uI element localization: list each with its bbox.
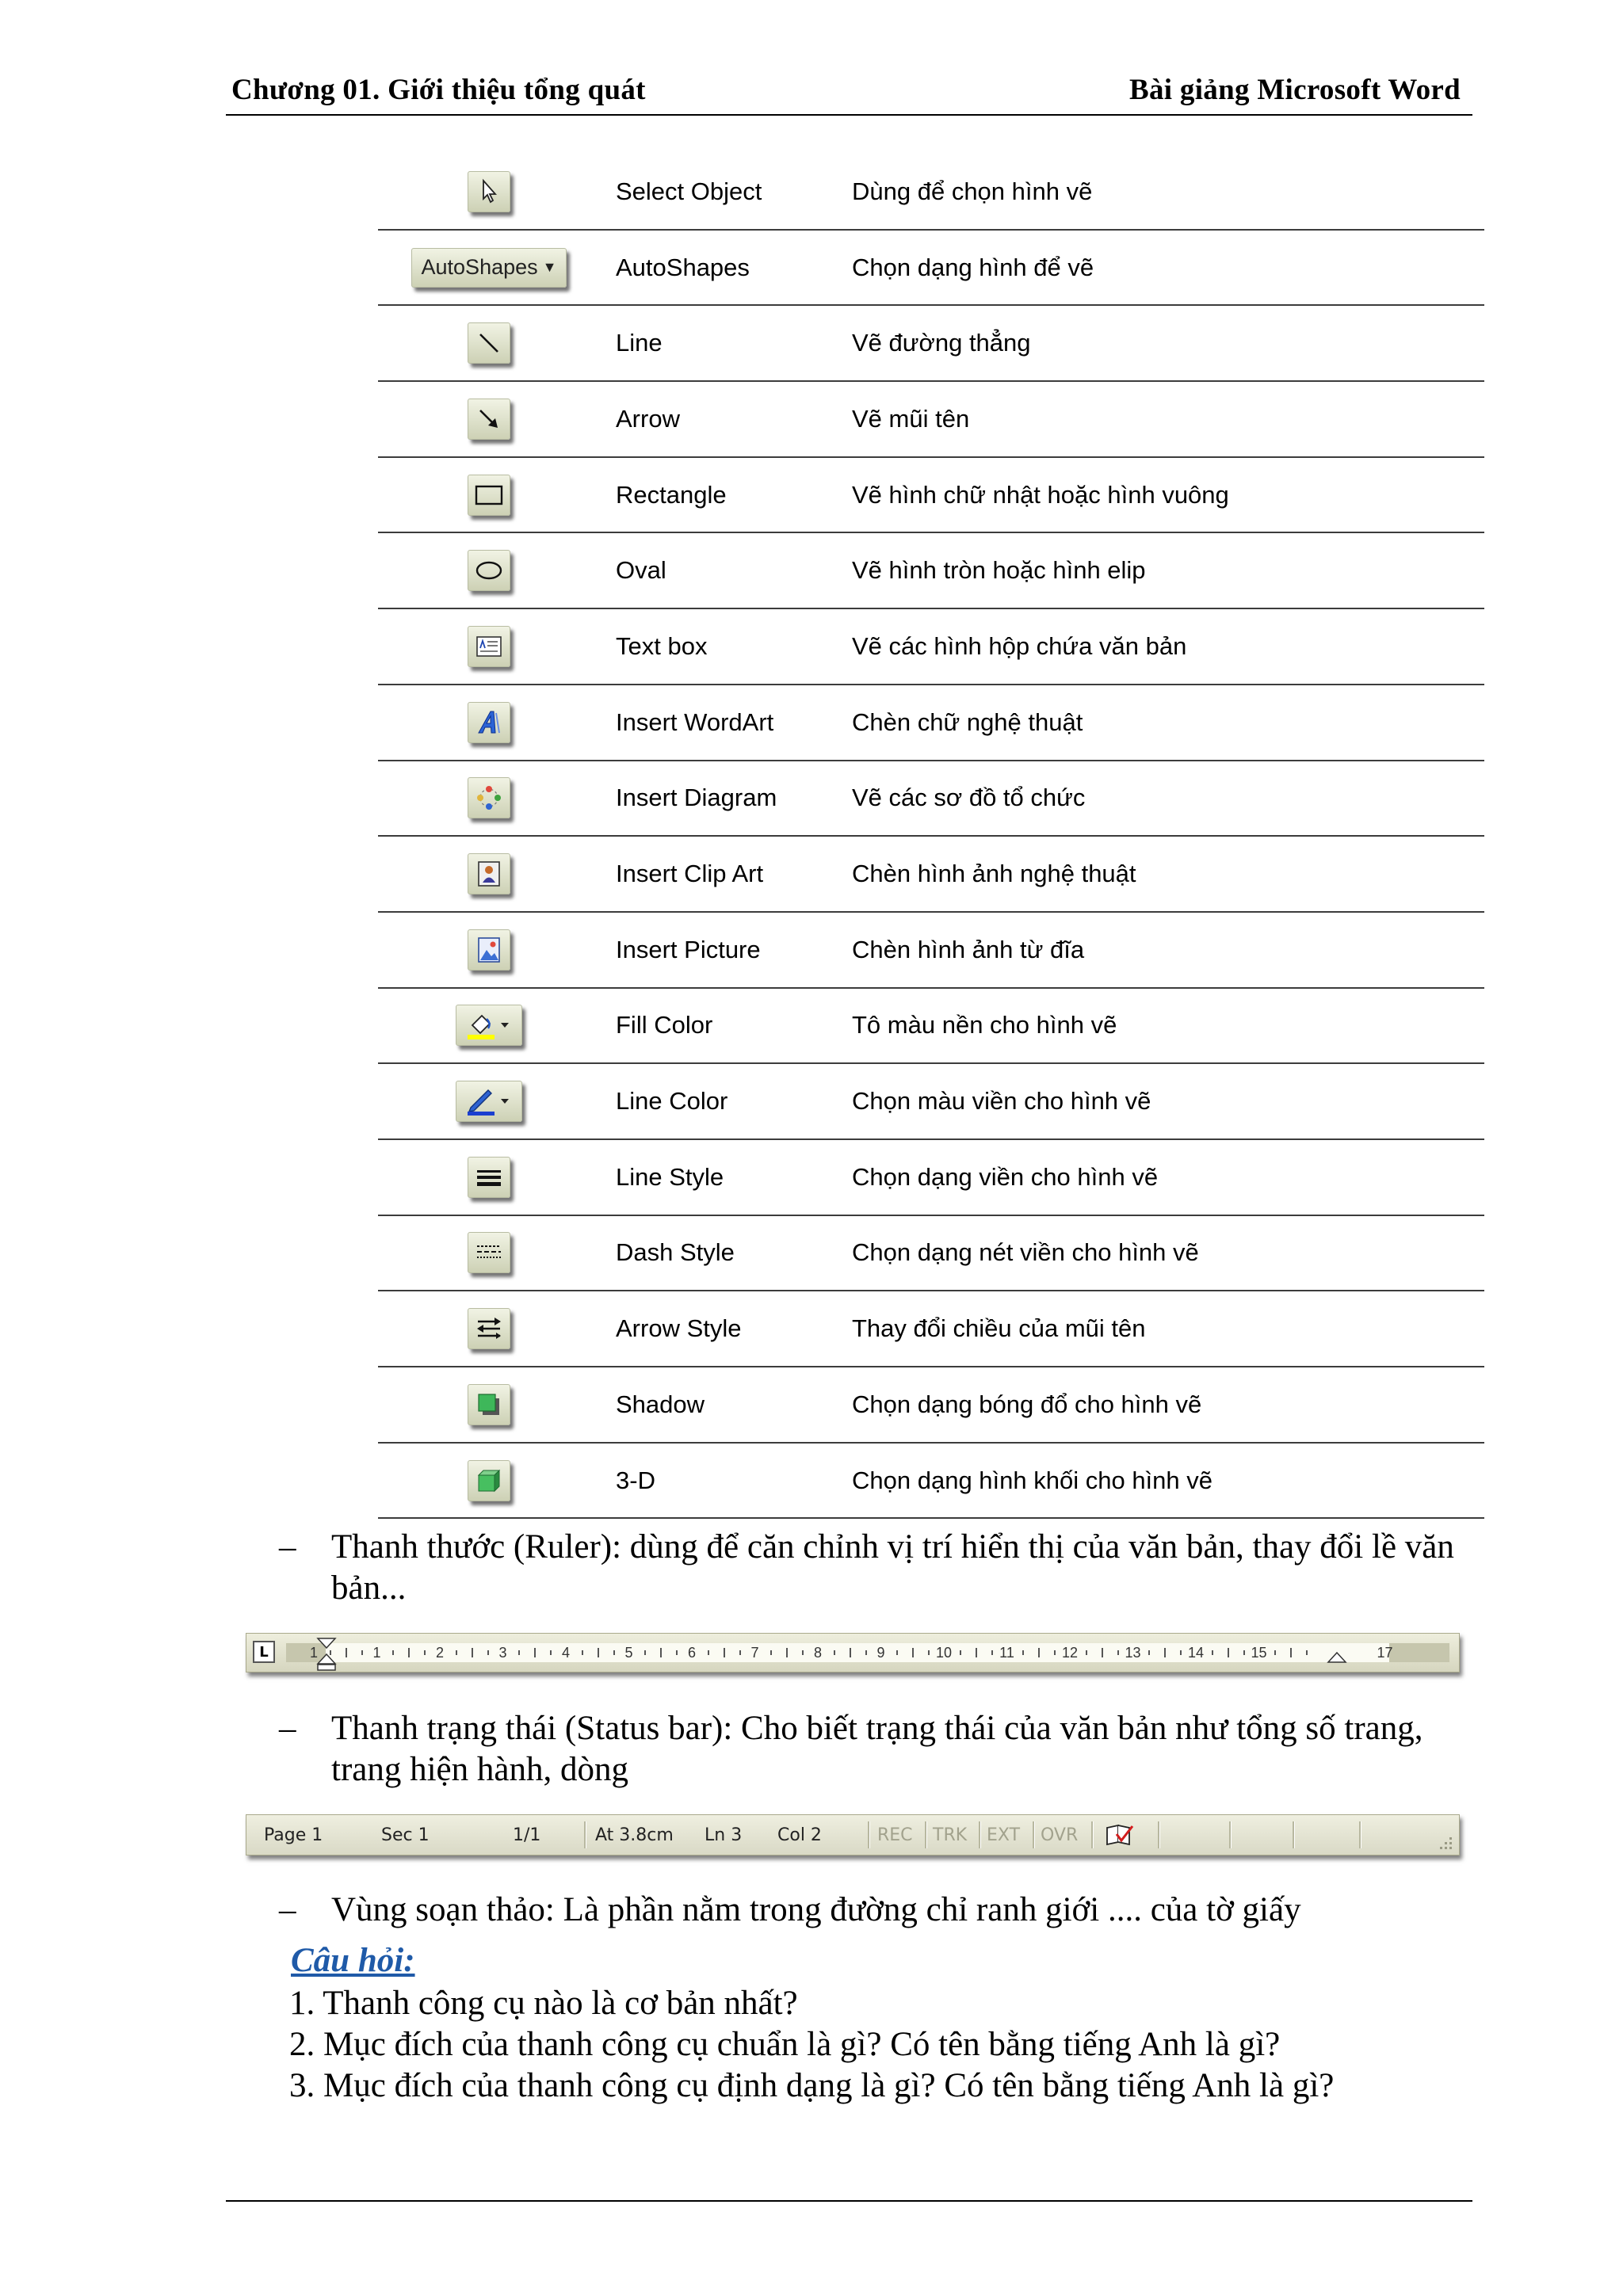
ruler-minor-tick — [472, 1648, 473, 1657]
ruler-minor-tick — [708, 1650, 709, 1655]
status-ext[interactable]: EXT — [987, 1825, 1021, 1845]
ruler-minor-tick — [786, 1648, 788, 1657]
table-row — [378, 1444, 1484, 1520]
ruler-minor-tick — [976, 1648, 977, 1657]
header-course: Bài giảng Microsoft Word — [1129, 74, 1461, 106]
ruler-track — [326, 1643, 1389, 1662]
ruler-minor-tick — [802, 1650, 804, 1655]
line-style-icon — [468, 1157, 510, 1198]
text-box-icon — [468, 626, 510, 667]
table-row — [378, 231, 1484, 307]
ruler-tick-label: 11 — [999, 1645, 1014, 1661]
question-item: 1. Thanh công cụ nào là cơ bản nhất? — [289, 1985, 798, 2022]
tool-description: Dùng để chọn hình vẽ — [852, 177, 1093, 205]
arrow-icon — [468, 399, 510, 440]
tool-description: Chọn màu viền cho hình vẽ — [852, 1087, 1151, 1116]
ruler-minor-tick — [724, 1648, 725, 1657]
ruler-tick-label: 17 — [1377, 1645, 1393, 1661]
editing-area-description: Vùng soạn thảo: Là phần nằm trong đường chỉ ranh giới .... của tờ giấy — [331, 1891, 1301, 1928]
table-row — [378, 1140, 1484, 1216]
ruler-minor-tick — [1212, 1650, 1213, 1655]
status-section: Sec 1 — [381, 1825, 430, 1845]
bullet-mark: – — [279, 1710, 296, 1747]
status-rec[interactable]: REC — [877, 1825, 913, 1845]
table-row — [378, 609, 1484, 685]
tool-name: Insert Picture — [616, 935, 761, 963]
ruler-tick-label: 8 — [813, 1645, 823, 1661]
tool-name: Arrow Style — [616, 1314, 742, 1343]
ruler-minor-tick — [582, 1650, 583, 1655]
wordart-icon — [468, 702, 510, 743]
ruler-minor-tick — [850, 1648, 851, 1657]
table-row — [378, 382, 1484, 458]
diagram-icon — [468, 777, 510, 818]
ruler-tick-label: 12 — [1061, 1645, 1079, 1661]
tool-name: Text box — [616, 631, 708, 660]
table-row — [378, 306, 1484, 382]
ruler-tick-label: 14 — [1187, 1645, 1205, 1661]
table-row — [378, 837, 1484, 913]
indent-marker-icon[interactable] — [316, 1637, 337, 1672]
ruler-minor-tick — [1022, 1650, 1024, 1655]
oval-icon — [468, 550, 510, 591]
autoshapes-label: AutoShapes — [421, 255, 538, 280]
tool-name: Insert Diagram — [616, 784, 777, 812]
status-page-count: 1/1 — [513, 1825, 541, 1845]
ruler-tick-label: 4 — [561, 1645, 571, 1661]
tool-name: AutoShapes — [616, 253, 750, 281]
ruler-tick-label: 6 — [687, 1645, 697, 1661]
ruler-minor-tick — [865, 1650, 867, 1655]
ruler-bar — [246, 1633, 1460, 1672]
ruler-minor-tick — [896, 1650, 898, 1655]
drawing-toolbar-table — [378, 154, 1484, 1519]
line-icon — [468, 322, 510, 364]
tool-name: Rectangle — [616, 480, 727, 509]
ruler-minor-tick — [991, 1650, 993, 1655]
tool-description: Chọn dạng viền cho hình vẽ — [852, 1162, 1159, 1191]
ruler-description: Thanh thước (Ruler): dùng để căn chỉnh vị trí hiển thị của văn bản, thay đổi lề văn bản... — [331, 1528, 1454, 1607]
tool-name: Select Object — [616, 177, 762, 205]
autoshapes-icon — [411, 248, 567, 288]
dash-style-icon — [468, 1232, 510, 1273]
tool-name: Dash Style — [616, 1238, 735, 1267]
bullet-mark: – — [279, 1528, 296, 1566]
ruler-minor-tick — [392, 1650, 394, 1655]
rectangle-icon — [468, 475, 510, 516]
select-object-icon — [468, 171, 510, 212]
tab-selector[interactable]: L — [253, 1641, 275, 1663]
resize-grip-icon[interactable] — [1435, 1833, 1454, 1852]
tool-description: Chèn hình ảnh nghệ thuật — [852, 860, 1136, 888]
tool-description: Chèn hình ảnh từ đĩa — [852, 935, 1085, 963]
arrow-style-icon — [468, 1308, 510, 1349]
ruler-minor-tick — [928, 1650, 930, 1655]
ruler-tick-label: 2 — [435, 1645, 445, 1661]
tool-name: 3-D — [616, 1466, 655, 1494]
table-row — [378, 685, 1484, 761]
ruler-minor-tick — [660, 1648, 662, 1657]
status-line: Ln 3 — [705, 1825, 743, 1845]
table-row — [378, 533, 1484, 609]
ruler-minor-tick — [676, 1650, 678, 1655]
ruler-minor-tick — [834, 1650, 835, 1655]
bullet-mark: – — [279, 1891, 296, 1928]
tool-description: Chọn dạng hình khối cho hình vẽ — [852, 1466, 1213, 1494]
ruler-tick-label: 13 — [1125, 1645, 1141, 1661]
ruler-minor-tick — [1274, 1650, 1276, 1655]
ruler-tick-label: 10 — [935, 1645, 953, 1661]
table-row — [378, 458, 1484, 534]
tool-description: Vẽ hình tròn hoặc hình elip — [852, 556, 1146, 585]
tool-name: Arrow — [616, 404, 680, 433]
tool-description: Chọn dạng bóng đổ cho hình vẽ — [852, 1390, 1202, 1418]
ruler-minor-tick — [1086, 1650, 1087, 1655]
status-position: At 3.8cm — [595, 1825, 674, 1845]
ruler-minor-tick — [644, 1650, 646, 1655]
table-row — [378, 1216, 1484, 1292]
tool-description: Vẽ hình chữ nhật hoặc hình vuông — [852, 480, 1229, 509]
tool-name: Shadow — [616, 1390, 705, 1418]
tool-name: Insert Clip Art — [616, 860, 764, 888]
shadow-icon — [468, 1384, 510, 1425]
ruler-tick-label: 3 — [498, 1645, 507, 1661]
3d-icon — [468, 1460, 510, 1501]
status-description: Thanh trạng thái (Status bar): Cho biết trạng thái của văn bản như tổng số trang, trang hiện hành, dòng — [331, 1710, 1423, 1788]
table-row — [378, 989, 1484, 1065]
tool-name: Fill Color — [616, 1011, 713, 1039]
ruler-minor-tick — [1038, 1648, 1040, 1657]
ruler-minor-tick — [330, 1650, 331, 1655]
question-item: 2. Mục đích của thanh công cụ chuẩn là gì? Có tên bằng tiếng Anh là gì? — [289, 2026, 1281, 2063]
footer-rule — [226, 2200, 1472, 2202]
status-trk[interactable]: TRK — [933, 1825, 968, 1845]
table-row — [378, 1064, 1484, 1140]
ruler-minor-tick — [613, 1650, 615, 1655]
line-color-icon — [456, 1081, 522, 1122]
ruler-minor-tick — [518, 1650, 520, 1655]
tool-name: Oval — [616, 556, 666, 585]
ruler-minor-tick — [1290, 1648, 1292, 1657]
status-page: Page 1 — [264, 1825, 323, 1845]
tool-description: Vẽ mũi tên — [852, 404, 970, 433]
tool-description: Vẽ các sơ đồ tổ chức — [852, 784, 1086, 812]
ruler-minor-tick — [1054, 1650, 1056, 1655]
ruler-tick-label: 5 — [624, 1645, 633, 1661]
fill-color-icon — [456, 1005, 522, 1046]
questions-title: Câu hỏi: — [291, 1942, 415, 1979]
ruler-minor-tick — [1180, 1650, 1182, 1655]
ruler-minor-tick — [456, 1650, 457, 1655]
ruler-minor-tick — [1117, 1650, 1119, 1655]
table-row — [378, 761, 1484, 837]
ruler-tick-label: 1 — [309, 1645, 319, 1661]
status-bar — [246, 1814, 1460, 1855]
tool-description: Chọn dạng nét viền cho hình vẽ — [852, 1238, 1199, 1267]
tool-description: Chọn dạng hình để vẽ — [852, 253, 1094, 281]
ruler-tick-label: 9 — [876, 1645, 885, 1661]
ruler-minor-tick — [1228, 1648, 1229, 1657]
table-row — [378, 1367, 1484, 1444]
tool-description: Thay đổi chiều của mũi tên — [852, 1314, 1146, 1343]
tool-description: Vẽ các hình hộp chứa văn bản — [852, 631, 1187, 660]
clip-art-icon — [468, 853, 510, 894]
ruler-minor-tick — [487, 1650, 489, 1655]
ruler-minor-tick — [346, 1648, 347, 1657]
tool-description: Chèn chữ nghệ thuật — [852, 707, 1083, 736]
table-row — [378, 913, 1484, 989]
ruler-minor-tick — [960, 1650, 961, 1655]
ruler-minor-tick — [424, 1650, 426, 1655]
table-row — [378, 154, 1484, 231]
tool-name: Insert WordArt — [616, 707, 774, 736]
ruler-minor-tick — [534, 1648, 536, 1657]
ruler-minor-tick — [408, 1648, 410, 1657]
tool-name: Line Style — [616, 1162, 724, 1191]
ruler-minor-tick — [1243, 1650, 1245, 1655]
ruler-minor-tick — [912, 1648, 914, 1657]
ruler-right-margin — [1389, 1643, 1449, 1662]
ruler-minor-tick — [770, 1650, 772, 1655]
ruler-tick-label: 1 — [372, 1645, 381, 1661]
tool-name: Line Color — [616, 1087, 728, 1116]
picture-icon — [468, 929, 510, 971]
tool-description: Vẽ đường thẳng — [852, 329, 1031, 357]
header-chapter: Chương 01. Giới thiệu tổng quát — [231, 74, 646, 106]
question-item: 3. Mục đích của thanh công cụ định dạng là gì? Có tên bằng tiếng Anh là gì? — [289, 2067, 1335, 2104]
right-indent-marker-icon[interactable] — [1327, 1651, 1347, 1669]
ruler-minor-tick — [739, 1650, 741, 1655]
ruler-minor-tick — [550, 1650, 552, 1655]
status-column: Col 2 — [777, 1825, 822, 1845]
spelling-check-icon[interactable] — [1104, 1815, 1136, 1855]
ruler-minor-tick — [598, 1648, 599, 1657]
status-ovr[interactable]: OVR — [1041, 1825, 1079, 1845]
ruler-minor-tick — [1102, 1648, 1103, 1657]
ruler-minor-tick — [1164, 1648, 1166, 1657]
tool-name: Line — [616, 329, 663, 357]
ruler-tick-label: 7 — [750, 1645, 759, 1661]
tool-description: Tô màu nền cho hình vẽ — [852, 1011, 1117, 1039]
ruler-minor-tick — [1306, 1650, 1308, 1655]
ruler-minor-tick — [1148, 1650, 1150, 1655]
ruler-tick-label: 15 — [1251, 1645, 1267, 1661]
chevron-down-icon: ▼ — [542, 259, 557, 276]
header-rule — [226, 114, 1472, 116]
ruler-minor-tick — [361, 1650, 363, 1655]
table-row — [378, 1291, 1484, 1367]
